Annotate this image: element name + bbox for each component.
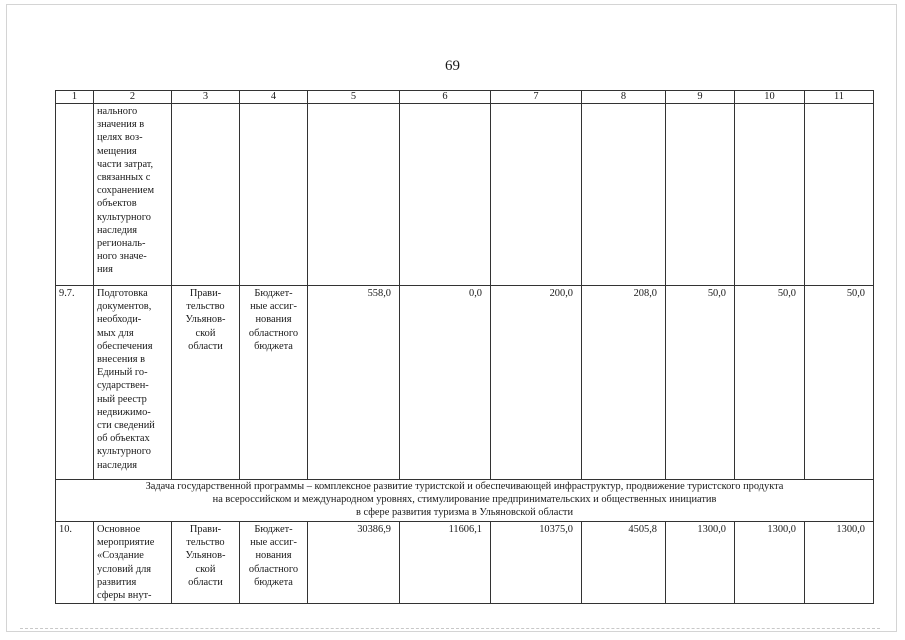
value-year-cell: 50,0 bbox=[666, 286, 735, 480]
event-name-line: региональ- bbox=[97, 238, 146, 250]
funding-source-line: ные ассиг- bbox=[250, 537, 297, 549]
header-cell: 2 bbox=[94, 91, 172, 104]
event-name-line: наследия bbox=[97, 459, 138, 471]
executor-line: тельство bbox=[186, 301, 225, 313]
executor-line: области bbox=[188, 340, 223, 352]
event-name-line: документов, bbox=[97, 301, 152, 313]
scan-edge-line bbox=[20, 628, 880, 630]
row-number-cell bbox=[56, 104, 94, 286]
event-name-cell bbox=[94, 522, 172, 604]
value-total-cell: 558,0 bbox=[308, 286, 400, 480]
funding-source-cell bbox=[240, 286, 308, 480]
table-row-10 bbox=[56, 522, 874, 604]
header-cell: 10 bbox=[735, 91, 805, 104]
event-name-line: развития bbox=[97, 576, 137, 588]
empty-cell bbox=[172, 104, 240, 286]
empty-cell bbox=[666, 104, 735, 286]
value-year-cell: 50,0 bbox=[735, 286, 805, 480]
funding-source-line: бюджета bbox=[254, 340, 293, 352]
value-total-cell: 30386,9 bbox=[308, 522, 400, 604]
event-name-line: мещения bbox=[97, 145, 137, 157]
executor-cell bbox=[172, 522, 240, 604]
value-year-cell: 200,0 bbox=[491, 286, 582, 480]
funding-source-cell bbox=[240, 522, 308, 604]
event-name-line: об объектах bbox=[97, 433, 150, 445]
value-year-cell: 50,0 bbox=[805, 286, 874, 480]
funding-source-line: нования bbox=[255, 550, 292, 562]
header-cell: 1 bbox=[56, 91, 94, 104]
funding-source-line: Бюджет- bbox=[254, 288, 293, 299]
event-name-line: нального bbox=[97, 106, 138, 117]
page-number: 69 bbox=[445, 58, 460, 74]
value-year-cell: 10375,0 bbox=[491, 522, 582, 604]
empty-cell bbox=[491, 104, 582, 286]
value-year-cell: 0,0 bbox=[400, 286, 491, 480]
event-name-line: культурного bbox=[97, 446, 151, 458]
executor-line: Прави- bbox=[189, 288, 222, 299]
event-name-line: связанных с bbox=[97, 172, 151, 184]
program-task-line: Задача государственной программы – комплексное развитие туристской и обеспечивающей инфраструктур, продвижение туристского продукта bbox=[145, 481, 784, 492]
event-name-line: целях воз- bbox=[97, 132, 143, 144]
empty-cell bbox=[400, 104, 491, 286]
empty-cell bbox=[805, 104, 874, 286]
event-name-line: значения в bbox=[97, 119, 145, 131]
table-row-9-7 bbox=[56, 286, 874, 480]
header-cell: 11 bbox=[805, 91, 874, 104]
funding-source-line: областного bbox=[248, 563, 299, 575]
funding-source-line: ные ассиг- bbox=[250, 301, 297, 313]
header-cell: 8 bbox=[582, 91, 666, 104]
value-year-cell: 1300,0 bbox=[805, 522, 874, 604]
event-name-line: Единый го- bbox=[97, 367, 148, 379]
value-year-cell: 208,0 bbox=[582, 286, 666, 480]
funding-source-line: Бюджет- bbox=[254, 524, 293, 535]
executor-line: тельство bbox=[186, 537, 225, 549]
empty-cell bbox=[240, 104, 308, 286]
event-name-line: условий для bbox=[97, 563, 152, 575]
header-cell: 6 bbox=[400, 91, 491, 104]
header-cell: 3 bbox=[172, 91, 240, 104]
event-name-line: недвижимо- bbox=[97, 406, 151, 418]
event-name-line: «Создание bbox=[97, 550, 144, 562]
event-name-line: обеспечения bbox=[97, 340, 153, 352]
program-task-cell bbox=[56, 480, 874, 522]
event-name-cell bbox=[94, 286, 172, 480]
event-name-line: сохранением bbox=[97, 185, 155, 197]
header-row bbox=[56, 91, 874, 104]
event-name-line: мых для bbox=[97, 327, 134, 339]
event-name-line: ния bbox=[97, 264, 113, 276]
program-task-line: в сфере развития туризма в Ульяновской области bbox=[355, 507, 574, 518]
header-cell: 7 bbox=[491, 91, 582, 104]
value-year-cell: 11606,1 bbox=[400, 522, 491, 604]
event-name-line: Подготовка bbox=[97, 288, 148, 299]
funding-source-line: нования bbox=[255, 314, 292, 326]
header-cell: 5 bbox=[308, 91, 400, 104]
executor-cell bbox=[172, 286, 240, 480]
header-cell: 9 bbox=[666, 91, 735, 104]
event-name-line: культурного bbox=[97, 211, 151, 223]
event-name-line: ного значе- bbox=[97, 251, 147, 263]
funding-source-line: бюджета bbox=[254, 576, 293, 588]
executor-line: Прави- bbox=[189, 524, 222, 535]
row-number-cell: 10. bbox=[56, 522, 94, 604]
event-name-line: сферы внут- bbox=[97, 590, 152, 602]
event-name-line: Основное bbox=[97, 524, 141, 535]
value-year-cell: 1300,0 bbox=[735, 522, 805, 604]
empty-cell bbox=[308, 104, 400, 286]
executor-line: ской bbox=[195, 327, 216, 339]
value-year-cell: 4505,8 bbox=[582, 522, 666, 604]
table-row-continuation bbox=[56, 104, 874, 286]
value-year-cell: 1300,0 bbox=[666, 522, 735, 604]
program-table bbox=[55, 90, 874, 604]
executor-line: Ульянов- bbox=[185, 314, 226, 326]
executor-line: Ульянов- bbox=[185, 550, 226, 562]
event-name-line: сти сведений bbox=[97, 420, 155, 432]
empty-cell bbox=[735, 104, 805, 286]
event-name-line: объектов bbox=[97, 198, 137, 210]
executor-line: области bbox=[188, 576, 223, 588]
event-name-line: необходи- bbox=[97, 314, 142, 326]
event-name-cell bbox=[94, 104, 172, 286]
event-name-line: мероприятие bbox=[97, 537, 155, 549]
event-name-line: сударствен- bbox=[97, 380, 149, 392]
event-name-line: внесения в bbox=[97, 354, 146, 366]
event-name-line: наследия bbox=[97, 224, 138, 236]
event-name-line: ный реестр bbox=[97, 393, 147, 405]
empty-cell bbox=[582, 104, 666, 286]
event-name-line: части затрат, bbox=[97, 158, 154, 170]
header-cell: 4 bbox=[240, 91, 308, 104]
funding-source-line: областного bbox=[248, 327, 299, 339]
row-number-cell: 9.7. bbox=[56, 286, 94, 480]
task-row bbox=[56, 480, 874, 522]
program-task-line: на всероссийском и международном уровнях, стимулирование предпринимательских и общественных инициатив bbox=[212, 494, 717, 505]
executor-line: ской bbox=[195, 563, 216, 575]
